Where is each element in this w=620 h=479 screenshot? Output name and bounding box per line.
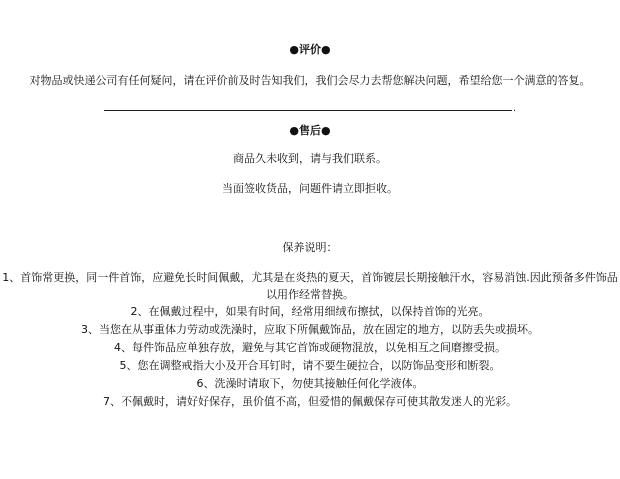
care-item-5: 5、您在调整戒指大小及开合耳钉时，请不要生硬拉合，以防饰品变形和断裂。 [119, 359, 501, 372]
care-item-7: 7、不佩戴时，请好好保存，虽价值不高，但爱惜的佩戴保存可使其散发迷人的光彩。 [103, 395, 517, 408]
care-heading: 保养说明： [282, 241, 338, 254]
divider-end-mark: . [513, 103, 517, 114]
care-item-6: 6、洗澡时请取下，勿使其接触任何化学液体。 [196, 377, 424, 390]
care-item-4: 4、每件饰品应单独存放，避免与其它首饰或硬物混放，以免相互之间磨擦受损。 [114, 341, 506, 354]
care-item-3: 3、当您在从事重体力劳动或洗澡时，应取下所佩戴饰品，放在固定的地方，以防丢失或损坏。 [81, 323, 539, 336]
review-text: 对物品或快递公司有任何疑问，请在评价前及时告知我们，我们会尽力去帮您解决问题，希望给您一个满意的答复。 [29, 74, 591, 87]
care-item-2: 2、在佩戴过程中，如果有时间，经常用细绒布擦拭，以保持首饰的光亮。 [130, 305, 490, 318]
section-divider [104, 110, 512, 111]
care-item-1: 1、首饰常更换，同一件首饰，应避免长时间佩戴，尤其是在炎热的夏天，首饰镀层长期接触汗水，容易消蚀.因此预备多件饰品以用作经常替换。 [2, 271, 618, 301]
after-sales-line-1: 商品久未收到，请与我们联系。 [233, 152, 387, 165]
after-sales-heading: ●售后● [289, 124, 331, 137]
review-heading: ●评价● [289, 43, 331, 56]
after-sales-line-2: 当面签收货品，问题件请立即拒收。 [222, 182, 398, 195]
